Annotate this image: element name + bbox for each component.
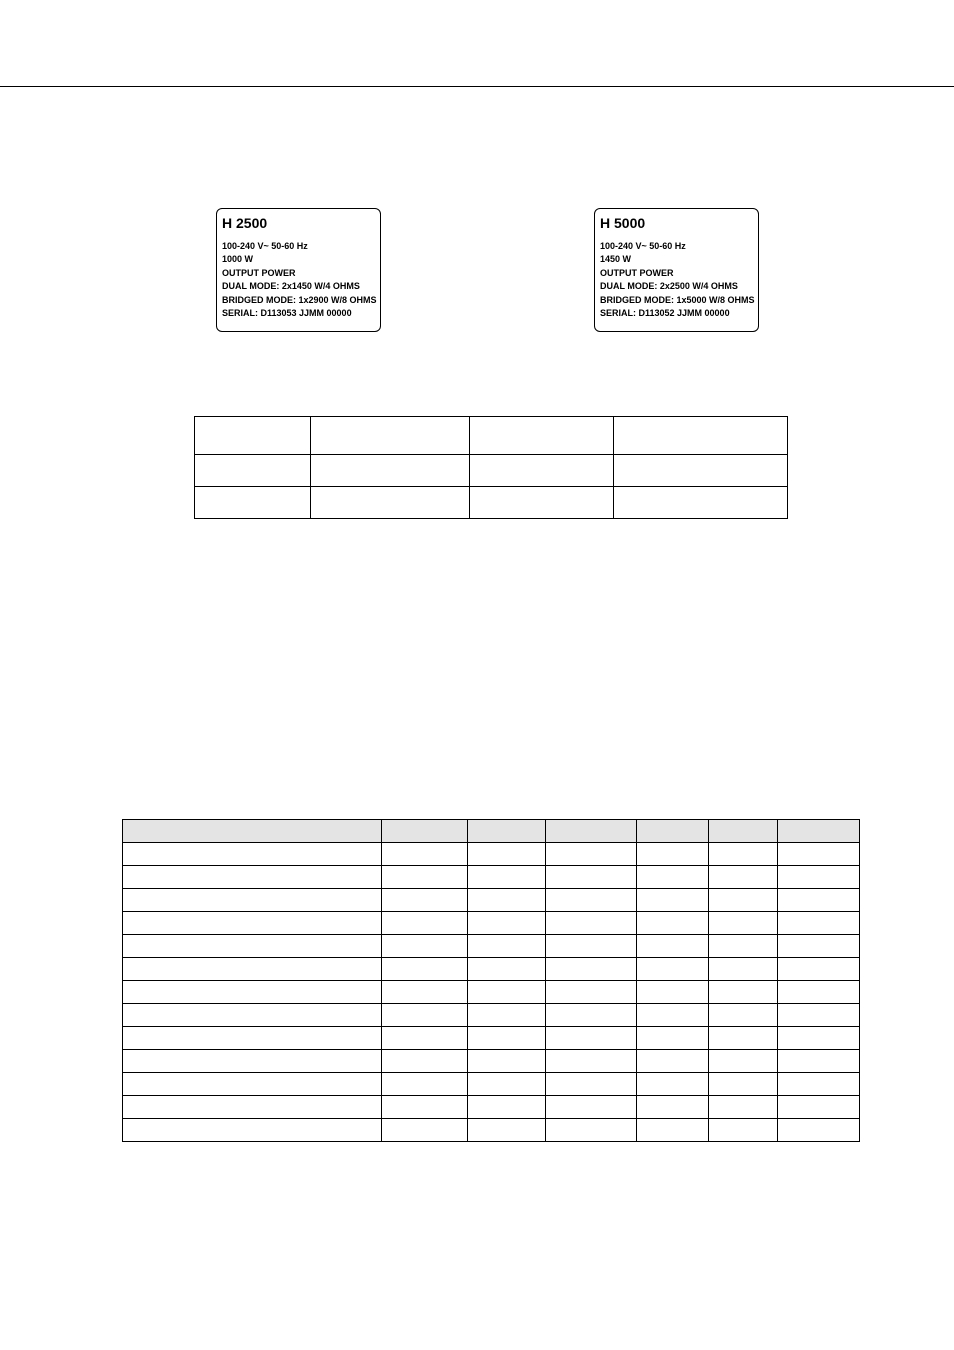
top-rule [0,86,954,87]
table-cell [546,1004,637,1027]
table-cell [778,843,860,866]
table-cell [546,1050,637,1073]
table-cell [637,820,709,843]
table-cell [382,912,468,935]
table-row [195,455,788,487]
label-output-power: OUTPUT POWER [600,267,674,278]
table-cell [382,1027,468,1050]
table-row [123,1004,860,1027]
table-header-row [123,820,860,843]
table-cell [637,1073,709,1096]
table-cell [778,1027,860,1050]
table-cell [123,820,382,843]
table-cell [123,1073,382,1096]
table-cell [546,843,637,866]
table-cell [614,455,788,487]
table-cell [546,912,637,935]
table-cell [637,1027,709,1050]
table-cell [546,820,637,843]
table-cell [382,1119,468,1142]
table-cell [382,981,468,1004]
spec-table [122,819,860,1142]
table-cell [778,935,860,958]
table-cell [123,912,382,935]
table-cell [468,981,546,1004]
label-dual-mode: DUAL MODE: 2x2500 W/4 OHMS [600,281,738,292]
table-row [123,1027,860,1050]
table-row [123,889,860,912]
table-cell [709,1073,778,1096]
table-cell [709,820,778,843]
table-cell [546,1073,637,1096]
table-cell [709,981,778,1004]
label-serial: SERIAL: D113052 JJMM 00000 [600,308,730,319]
table-cell [382,866,468,889]
table-cell [311,455,470,487]
table-row [123,866,860,889]
label-output-power: OUTPUT POWER [222,267,296,278]
table-cell [709,1004,778,1027]
table-cell [468,958,546,981]
table-cell [123,1096,382,1119]
table-cell [468,866,546,889]
table-cell [311,417,470,455]
label-voltage: 100-240 V~ 50-60 Hz [222,241,308,251]
table-cell [778,1096,860,1119]
table-cell [614,487,788,519]
table-cell [709,912,778,935]
table-cell [382,843,468,866]
table-cell [468,912,546,935]
table-cell [637,1050,709,1073]
table-cell [195,487,311,519]
table-cell [637,889,709,912]
table-cell [546,1027,637,1050]
table-cell [470,417,614,455]
table-cell [709,1050,778,1073]
table-cell [778,1119,860,1142]
table-cell [382,820,468,843]
label-dual-mode: DUAL MODE: 2x1450 W/4 OHMS [222,281,360,292]
table-cell [195,417,311,455]
table-cell [468,1050,546,1073]
table-cell [468,1027,546,1050]
table-cell [778,958,860,981]
table-cell [468,889,546,912]
table-cell [382,889,468,912]
label-power: 1450 W [600,254,632,265]
table-row [123,1119,860,1142]
table-cell [546,1096,637,1119]
table-cell [637,1119,709,1142]
table-cell [123,1050,382,1073]
table-cell [614,417,788,455]
table-cell [382,1096,468,1119]
table-cell [470,487,614,519]
table-row [123,1050,860,1073]
table-cell [382,958,468,981]
table-cell [637,843,709,866]
table-row [123,935,860,958]
power-spec-table [194,416,788,519]
table-cell [778,981,860,1004]
table-cell [778,820,860,843]
table-cell [546,981,637,1004]
table-cell [470,455,614,487]
table-cell [546,1119,637,1142]
label-bridged-mode: BRIDGED MODE: 1x2900 W/8 OHMS [222,294,377,305]
table-cell [123,958,382,981]
table-cell [637,866,709,889]
table-cell [123,843,382,866]
table-cell [546,866,637,889]
table-cell [637,981,709,1004]
table-cell [778,889,860,912]
table-cell [382,1050,468,1073]
table-cell [637,912,709,935]
table-cell [778,1073,860,1096]
table-cell [709,1119,778,1142]
label-serial: SERIAL: D113053 JJMM 00000 [222,308,352,319]
table-cell [468,843,546,866]
table-cell [123,889,382,912]
label-model: H 5000 [600,215,646,231]
table-cell [546,935,637,958]
table-header-row [195,417,788,455]
table-row [195,487,788,519]
table-cell [637,958,709,981]
rating-label-h5000 [594,208,759,332]
table-cell [709,1027,778,1050]
table-cell [468,1073,546,1096]
table-row [123,1073,860,1096]
rating-label-h2500 [216,208,381,332]
table-cell [123,1119,382,1142]
table-cell [468,1004,546,1027]
table-cell [709,866,778,889]
table-cell [709,958,778,981]
table-cell [778,912,860,935]
table-cell [382,935,468,958]
table-cell [709,889,778,912]
table-cell [123,981,382,1004]
table-row [123,958,860,981]
table-cell [709,843,778,866]
table-cell [468,820,546,843]
table-cell [123,866,382,889]
table-cell [123,935,382,958]
table-cell [778,1050,860,1073]
table-cell [709,935,778,958]
table-cell [546,958,637,981]
table-cell [778,866,860,889]
table-cell [311,487,470,519]
label-model: H 2500 [222,215,268,231]
label-power: 1000 W [222,254,254,265]
table-cell [637,1096,709,1119]
table-cell [382,1004,468,1027]
table-cell [123,1004,382,1027]
table-cell [123,1027,382,1050]
table-row [123,981,860,1004]
table-row [123,1096,860,1119]
table-cell [637,935,709,958]
table-cell [382,1073,468,1096]
table-cell [546,889,637,912]
table-cell [468,1119,546,1142]
table-cell [195,455,311,487]
table-cell [468,935,546,958]
table-cell [468,1096,546,1119]
table-cell [709,1096,778,1119]
table-cell [778,1004,860,1027]
table-cell [637,1004,709,1027]
table-row [123,912,860,935]
label-bridged-mode: BRIDGED MODE: 1x5000 W/8 OHMS [600,294,755,305]
label-voltage: 100-240 V~ 50-60 Hz [600,241,686,251]
table-row [123,843,860,866]
